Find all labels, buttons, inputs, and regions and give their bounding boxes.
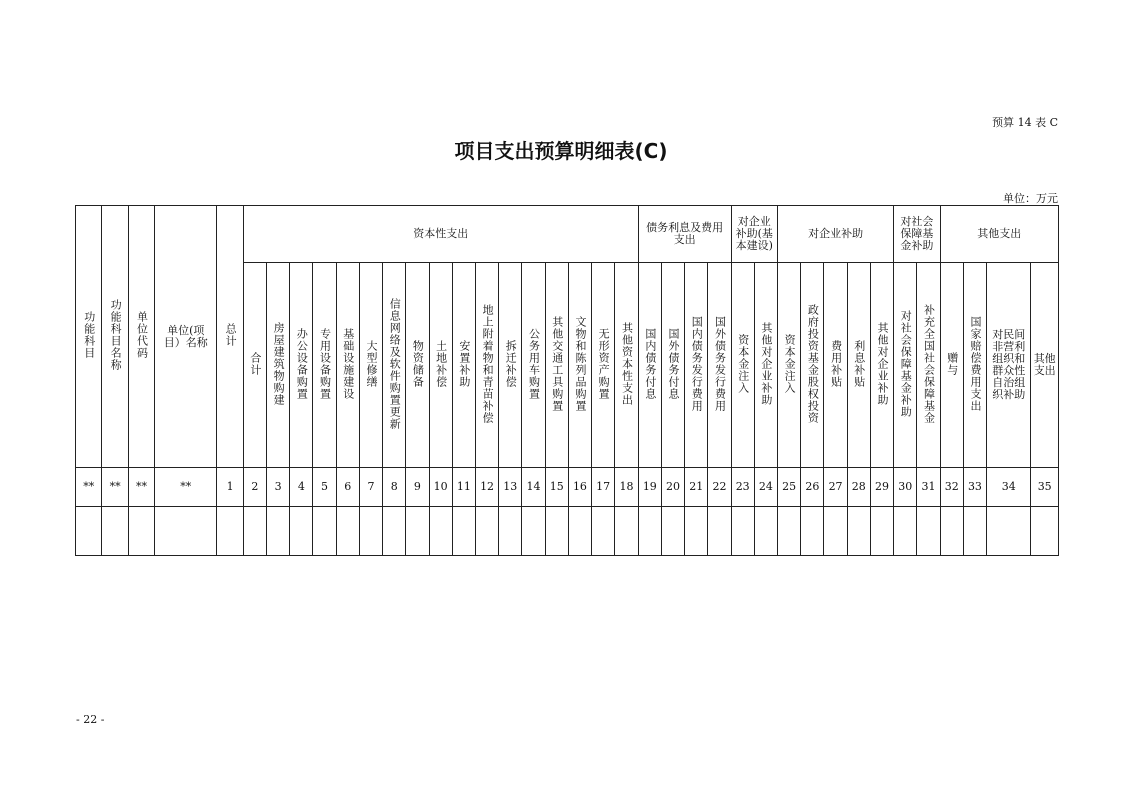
data-cell <box>102 507 128 556</box>
empty-data-row <box>76 507 1059 556</box>
sub-header-cell: 国内债务付息 <box>638 263 661 468</box>
index-cell: 1 <box>217 468 243 507</box>
sub-header-cell: 政府投资基金股权投资 <box>801 263 824 468</box>
index-cell: 13 <box>499 468 522 507</box>
sub-header-cell: 利息补贴 <box>847 263 870 468</box>
index-cell: ** <box>76 468 102 507</box>
group-header-social-security: 对社会保障基金补助 <box>894 206 940 263</box>
sub-header-cell: 国外债务发行费用 <box>708 263 731 468</box>
index-cell: 10 <box>429 468 452 507</box>
index-cell: 25 <box>778 468 801 507</box>
sub-header-cell: 公务用车购置 <box>522 263 545 468</box>
index-cell: ** <box>102 468 128 507</box>
sub-header-cell: 国内债务发行费用 <box>685 263 708 468</box>
data-cell <box>429 507 452 556</box>
index-cell: 28 <box>847 468 870 507</box>
sub-header-cell: 资本金注入 <box>778 263 801 468</box>
group-header-other: 其他支出 <box>940 206 1058 263</box>
data-cell <box>894 507 917 556</box>
index-cell: 31 <box>917 468 940 507</box>
data-cell <box>754 507 777 556</box>
index-cell: 19 <box>638 468 661 507</box>
page-number: - 22 - <box>76 713 105 726</box>
data-cell <box>963 507 986 556</box>
data-cell <box>406 507 429 556</box>
index-cell: 26 <box>801 468 824 507</box>
data-cell <box>847 507 870 556</box>
index-cell: 22 <box>708 468 731 507</box>
index-cell: 15 <box>545 468 568 507</box>
data-cell <box>522 507 545 556</box>
index-cell: 8 <box>383 468 406 507</box>
index-cell: 21 <box>685 468 708 507</box>
sub-header-cell: 专用设备购置 <box>313 263 336 468</box>
data-cell <box>217 507 243 556</box>
sub-header-cell: 安置补助 <box>452 263 475 468</box>
data-cell <box>76 507 102 556</box>
sub-header-cell: 对民间非营利组织和群众性自治组织补助 <box>987 263 1031 468</box>
sub-header-cell: 房屋建筑物购建 <box>266 263 289 468</box>
data-cell <box>661 507 684 556</box>
sub-header-cell: 物资储备 <box>406 263 429 468</box>
index-cell: 9 <box>406 468 429 507</box>
sub-header-cell: 补充全国社会保障基金 <box>917 263 940 468</box>
sub-header-cell: 对社会保障基金补助 <box>894 263 917 468</box>
data-cell <box>313 507 336 556</box>
index-cell: 29 <box>870 468 893 507</box>
data-cell <box>568 507 591 556</box>
budget-table <box>75 205 1059 556</box>
sub-header-cell: 办公设备购置 <box>290 263 313 468</box>
index-cell: 12 <box>475 468 498 507</box>
data-cell <box>1031 507 1059 556</box>
index-cell: 18 <box>615 468 638 507</box>
data-cell <box>243 507 266 556</box>
index-cell: 3 <box>266 468 289 507</box>
data-cell <box>824 507 847 556</box>
sub-header-cell: 其他资本性支出 <box>615 263 638 468</box>
index-cell: 16 <box>568 468 591 507</box>
data-cell <box>336 507 359 556</box>
data-cell <box>359 507 382 556</box>
sub-header-cell: 费用补贴 <box>824 263 847 468</box>
page-title: 项目支出预算明细表(C) <box>454 139 668 163</box>
data-cell <box>987 507 1031 556</box>
sub-header-cell: 其他对企业补助 <box>870 263 893 468</box>
index-cell: 23 <box>731 468 754 507</box>
unit-label: 单位：万元 <box>1003 192 1058 205</box>
group-header-enterprise-subsidy-capital: 对企业补助(基本建设) <box>731 206 777 263</box>
data-cell <box>499 507 522 556</box>
data-cell <box>155 507 217 556</box>
header-cell-unit-name: 单位(项目）名称 <box>155 206 217 468</box>
sub-header-cell: 拆迁补偿 <box>499 263 522 468</box>
sub-header-cell: 其他交通工具购置 <box>545 263 568 468</box>
header-cell-function-subject-name: 功能科目名称 <box>102 206 128 468</box>
index-cell: 27 <box>824 468 847 507</box>
index-cell: 5 <box>313 468 336 507</box>
index-cell: ** <box>155 468 217 507</box>
data-cell <box>266 507 289 556</box>
index-cell: 14 <box>522 468 545 507</box>
group-header-debt-interest: 债务利息及费用支出 <box>638 206 731 263</box>
data-cell <box>685 507 708 556</box>
data-cell <box>940 507 963 556</box>
data-cell <box>128 507 154 556</box>
index-cell: 32 <box>940 468 963 507</box>
data-cell <box>615 507 638 556</box>
group-header-capital: 资本性支出 <box>243 206 638 263</box>
group-header-enterprise-subsidy: 对企业补助 <box>778 206 894 263</box>
group-header-row <box>76 206 1059 263</box>
index-cell: 20 <box>661 468 684 507</box>
data-cell <box>870 507 893 556</box>
sub-header-cell: 合计 <box>243 263 266 468</box>
sub-header-cell: 土地补偿 <box>429 263 452 468</box>
sub-header-cell: 基础设施建设 <box>336 263 359 468</box>
data-cell <box>452 507 475 556</box>
sub-header-cell: 大型修缮 <box>359 263 382 468</box>
data-cell <box>778 507 801 556</box>
index-cell: 24 <box>754 468 777 507</box>
header-cell-total: 总计 <box>217 206 243 468</box>
data-cell <box>475 507 498 556</box>
sub-header-cell: 地上附着物和青苗补偿 <box>475 263 498 468</box>
data-cell <box>383 507 406 556</box>
sub-header-cell: 赠与 <box>940 263 963 468</box>
index-cell: 2 <box>243 468 266 507</box>
index-cell: 11 <box>452 468 475 507</box>
table-code: 预算 14 表 C <box>992 116 1058 129</box>
sub-header-cell: 国家赔偿费用支出 <box>963 263 986 468</box>
sub-header-cell: 国外债务付息 <box>661 263 684 468</box>
sub-header-cell: 资本金注入 <box>731 263 754 468</box>
index-cell: 30 <box>894 468 917 507</box>
index-cell: 4 <box>290 468 313 507</box>
sub-header-cell: 其他支出 <box>1031 263 1059 468</box>
data-cell <box>801 507 824 556</box>
sub-header-cell: 文物和陈列品购置 <box>568 263 591 468</box>
sub-header-cell: 无形资产购置 <box>592 263 615 468</box>
index-cell: 34 <box>987 468 1031 507</box>
index-row <box>76 468 1059 507</box>
index-cell: ** <box>128 468 154 507</box>
data-cell <box>917 507 940 556</box>
data-cell <box>290 507 313 556</box>
index-cell: 33 <box>963 468 986 507</box>
data-cell <box>592 507 615 556</box>
data-cell <box>545 507 568 556</box>
index-cell: 35 <box>1031 468 1059 507</box>
header-cell-function-subject: 功能科目 <box>76 206 102 468</box>
data-cell <box>731 507 754 556</box>
sub-header-cell: 其他对企业补助 <box>754 263 777 468</box>
index-cell: 17 <box>592 468 615 507</box>
sub-header-cell: 信息网络及软件购置更新 <box>383 263 406 468</box>
header-cell-unit-code: 单位代码 <box>128 206 154 468</box>
index-cell: 6 <box>336 468 359 507</box>
data-cell <box>638 507 661 556</box>
index-cell: 7 <box>359 468 382 507</box>
data-cell <box>708 507 731 556</box>
